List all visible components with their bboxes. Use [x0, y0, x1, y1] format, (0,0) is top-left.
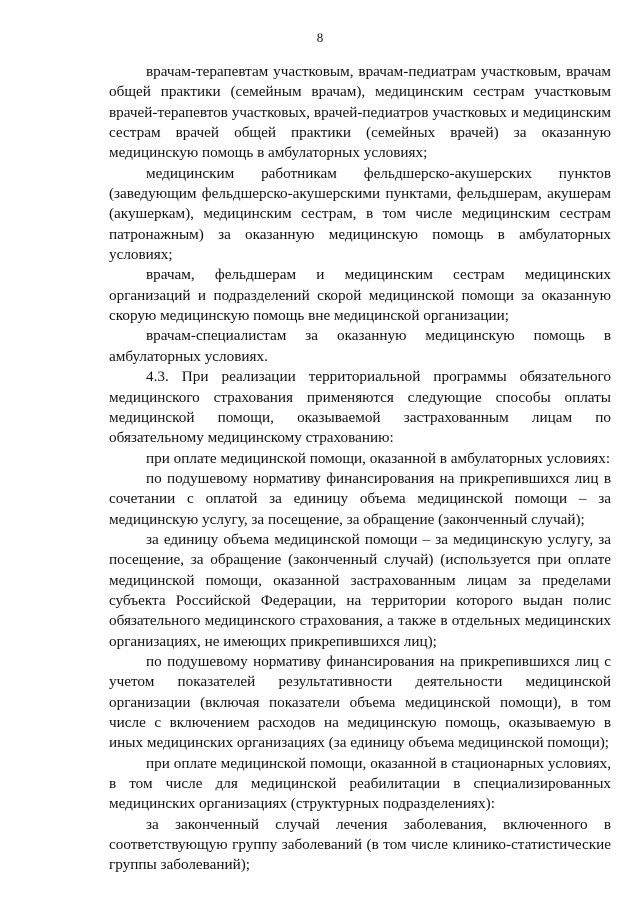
- paragraph-inpatient-payment: при оплате медицинской помощи, оказанной в стационарных условиях, в том числе для медицинской реабилитации в специализированных медицинских организациях (структурных подразделениях):: [109, 754, 611, 813]
- paragraph-specialists: врачам-специалистам за оказанную медицинскую помощь в амбулаторных условиях.: [109, 327, 611, 365]
- paragraph-per-capita-performance: по подушевому нормативу финансирования на прикрепившихся лиц с учетом показателей результативности деятельности медицинской организации (включая показатели объема медицинской помощи), в том числе с включением расходов на медицинскую помощь, оказываемую в иных медицинских организациях (за единицу объема медицинской помощи);: [109, 652, 611, 752]
- paragraph-completed-case: за законченный случай лечения заболевания, включенного в соответствующую группу заболеваний (в том числе клинико-статистические группы заболеваний);: [109, 815, 611, 874]
- paragraph-emergency-care: врачам, фельдшерам и медицинским сестрам медицинских организаций и подразделений скорой медицинской помощи за оказанную скорую медицинскую помощь вне медицинской организации;: [109, 266, 611, 325]
- paragraph-district-doctors: врачам-терапевтам участковым, врачам-педиатрам участковым, врачам общей практики (семейным врачам), медицинским сестрам участковым врачей-терапевтов участковых, врачей-педиатров участковых и медицинским сестрам врачей общей практики (семейных врачей) за оказанную медицинскую помощь в амбулаторных условиях;: [109, 63, 611, 162]
- paragraph-per-capita-combined: по подушевому нормативу финансирования на прикрепившихся лиц в сочетании с оплатой за единицу объема медицинской помощи – за медицинскую услугу, за посещение, за обращение (законченный случай);: [109, 469, 611, 528]
- paragraph-unit-of-volume: за единицу объема медицинской помощи – за медицинскую услугу, за посещение, за обращение (законченный случай) (используется при оплате медицинской помощи, оказанной застрахованным лицам за пределами субъекта Российской Федерации, на территории которого выдан полис обязательного медицинского страхования, а также в отдельных медицинских организациях, не имеющих прикрепившихся лиц);: [109, 530, 611, 650]
- document-body: [109, 62, 611, 876]
- page-number: 8: [316, 30, 324, 45]
- paragraph-section-4-3: 4.3. При реализации территориальной программы обязательного медицинского страхования применяются следующие способы оплаты медицинской помощи, оказываемой застрахованным лицам по обязательному медицинскому страхованию:: [109, 368, 611, 447]
- paragraph-feldsher-stations: медицинским работникам фельдшерско-акушерских пунктов (заведующим фельдшерско-акушерскими пунктами, фельдшерам, акушерам (акушеркам), медицинским сестрам, в том числе медицинским сестрам патронажным) за оказанную медицинскую помощь в амбулаторных условиях;: [109, 164, 611, 264]
- paragraph-outpatient-payment: при оплате медицинской помощи, оказанной в амбулаторных условиях:: [146, 449, 611, 467]
